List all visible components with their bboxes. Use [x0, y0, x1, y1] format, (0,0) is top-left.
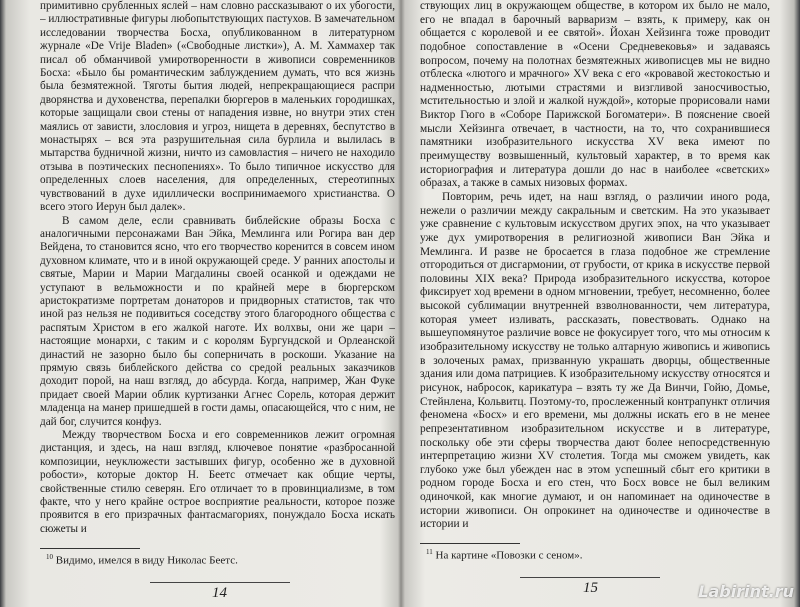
right-page-number: 15	[583, 580, 598, 596]
footnote-number: 10	[46, 553, 53, 561]
right-paragraph-1: ствующих лиц в окружающем обществе, в котором их было не мало, его не впадал в барочный варваризм – взять, к примеру, как он общается с королевой и ее святой». Йохан Хейзинга тоже проводит подобное сопоставление в «Осени Средневековья» и задаваясь вопросом, почему на полотнах безмятежных живописцев мы не видно отблеска «лютого и мрачного» XV века с его «кровавой жестокостью и надменностью, лютыми страстями и визгливой заносчивостью, мстительностью и злой и жалкой нуждой», которые прорисовали нами Виктор Гюго в «Соборе Парижской Богоматери». В пояснение своей мысли Хейзинга отвечает, в частности, на то, что сохранившиеся памятники изобразительного искусства XV века имеют по преимуществу возвышенный, культовый характер, в то время как историография и литература дошли до нас в наиболее «светских» образах, а также в самых низовых формах.	[420, 0, 770, 190]
folio-rule	[520, 577, 660, 578]
labirint-watermark: Labirint.ru	[698, 582, 794, 601]
footnote-separator	[40, 548, 140, 549]
right-page	[420, 0, 770, 607]
footnote-text: Видимо, имелся в виду Николас Беетс.	[55, 554, 238, 567]
left-paragraph-3: Между творчеством Босха и его современников лежит огромная дистанция, и здесь, на наш взгляд, ключевое понятие «разбросанной композиции, неуклюжести застывших фигур, особенно же в духовной робости», которые доктор Н. Беетс отмечает как общие черты, свойственные стилю северян. Его отличает то в провинциализме, в том факте, что у него крайне острое восприятие реальности, которое позже проявится в его призрачных фантасмагориях, понуждало Босха искать сюжеты и	[40, 429, 395, 535]
left-paragraph-1: примитивно срубленных яслей – нам словно рассказывают о их убогости, – иллюстративные фигуры любопытствующих пастухов. В замечательном исследовании творчества Босха, опубликованном в литературном журнале «De Vrije Bladen» («Свободные листки»), А. М. Хаммахер так писал об обманчивой умиротворенности в живописи современников Босха: «Было бы романтическим заблуждением думать, что вся жизнь была безмятежной. Тяготы бытия людей, непрекращающиеся распри дворянства и духовенства, перепалки бюргеров в маленьких городишках, которые защищали свои стены от нападения извне, но внутри этих стен маялись от зависти, злословия и угроз, нищета в деревнях, беспутство в монастырях – вся эта разрушительная сила бурлила и вылилась в мытарства будничной жизни, ничто из самовластия – ничего не находило отзыва в поэтических песнопениях». То было типичное искусство для определенных слоев населения, для определенных, стереотипных чувствований в духе идиллически воспринимаемого христианства. О всего этого Иерун был далек».	[40, 0, 395, 214]
right-page-body	[420, 0, 770, 532]
left-footnote	[46, 553, 238, 567]
left-paragraph-2: В самом деле, если сравнивать библейские образы Босха с аналогичными персонажами Ван Эйка, Мемлинга или Рогира ван дер Вейдена, то становится ясно, что его творчество коренится в совсем ином духовном климате, что и в иной окружающей среде. У ранних апостолы и святые, Марии и Марии Магдалины своей осанкой и одеждами не уступают в вельможности и по крайней мере в бюргерском аристократизме портретам донаторов и придворных статистов, так что иной раз нельзя не подивиться соседству этого благородного общества с распятым Христом в его жалкой наготе. Их волхвы, они же цари – настоящие монархи, с таким и с королям Бургундской и Орлеанской династий не зазорно было бы соперничать в роскоши. Указание на прямую связь библейского действа со средой реальных заказчиков доходит порой, на наш взгляд, до абсурда. Когда, например, Жан Фуке придает своей Марии облик куртизанки Агнес Сорель, которая держит младенца на манер пришедшей в гости дамы, опасающейся, что с ним, не дай бог, случится конфуз.	[40, 214, 395, 428]
left-page-number: 14	[212, 585, 227, 601]
footnote-number: 11	[426, 548, 433, 556]
folio-rule	[150, 582, 290, 583]
right-footnote	[426, 548, 583, 562]
left-page	[40, 0, 395, 607]
left-page-body	[40, 0, 395, 536]
footnote-text: На картине «Повозки с сеном».	[435, 549, 583, 562]
footnote-separator	[420, 543, 520, 544]
right-paragraph-2: Повторим, речь идет, на наш взгляд, о различии иного рода, нежели о различии между сакральным и светским. На это указывает уже сравнение с культовым искусством других эпох, на что указывает уже дух умиротворения в религиозной живописи Ван Эйка и Мемлинга. И разве не бросается в глаза подобное же стремление отгородиться от дисгармонии, от грубости, от крика в искусстве первой половины XIX века? Природа изобразительного искусства, которое фиксирует ход времени в одном мгновении, требует, несомненно, более высокой сублимации внутренней взволнованности, чем литература, которая умеет изливать, рассказать, повествовать. Однако на вышеупомянутое различие вовсе не фокусирует того, что мы относим к изобразительному искусству не только алтарную живопись и живопись в золоченых рамах, призванную украшать дворцы, общественные здания или дома патрициев. К изобразительному искусству относятся и рисунок, набросок, карикатура – взять ту же Да Винчи, Гойю, Домье, Стейнлена, Кольвитц. Поэтому-то, прослеженный контрапункт отличия феномена «Босх» и его времени, мы должны искать его в не менее репрезентативном изобразительном искусстве и в литературе, поскольку обе эти сферы творчества дают более непосредственную интерпретацию жизни XV столетия. Тогда мы сможем увидеть, как глубоко уже был убежден нас в этом успешный сбыт его критики в родном городе Босха и его стен, что Босх вовсе не был великим одиночкой, как многие думают, и он напоминает на одиночестве в истории живописи. Он опрокинет на одиночестве и одиночестве в истории и	[420, 190, 770, 531]
